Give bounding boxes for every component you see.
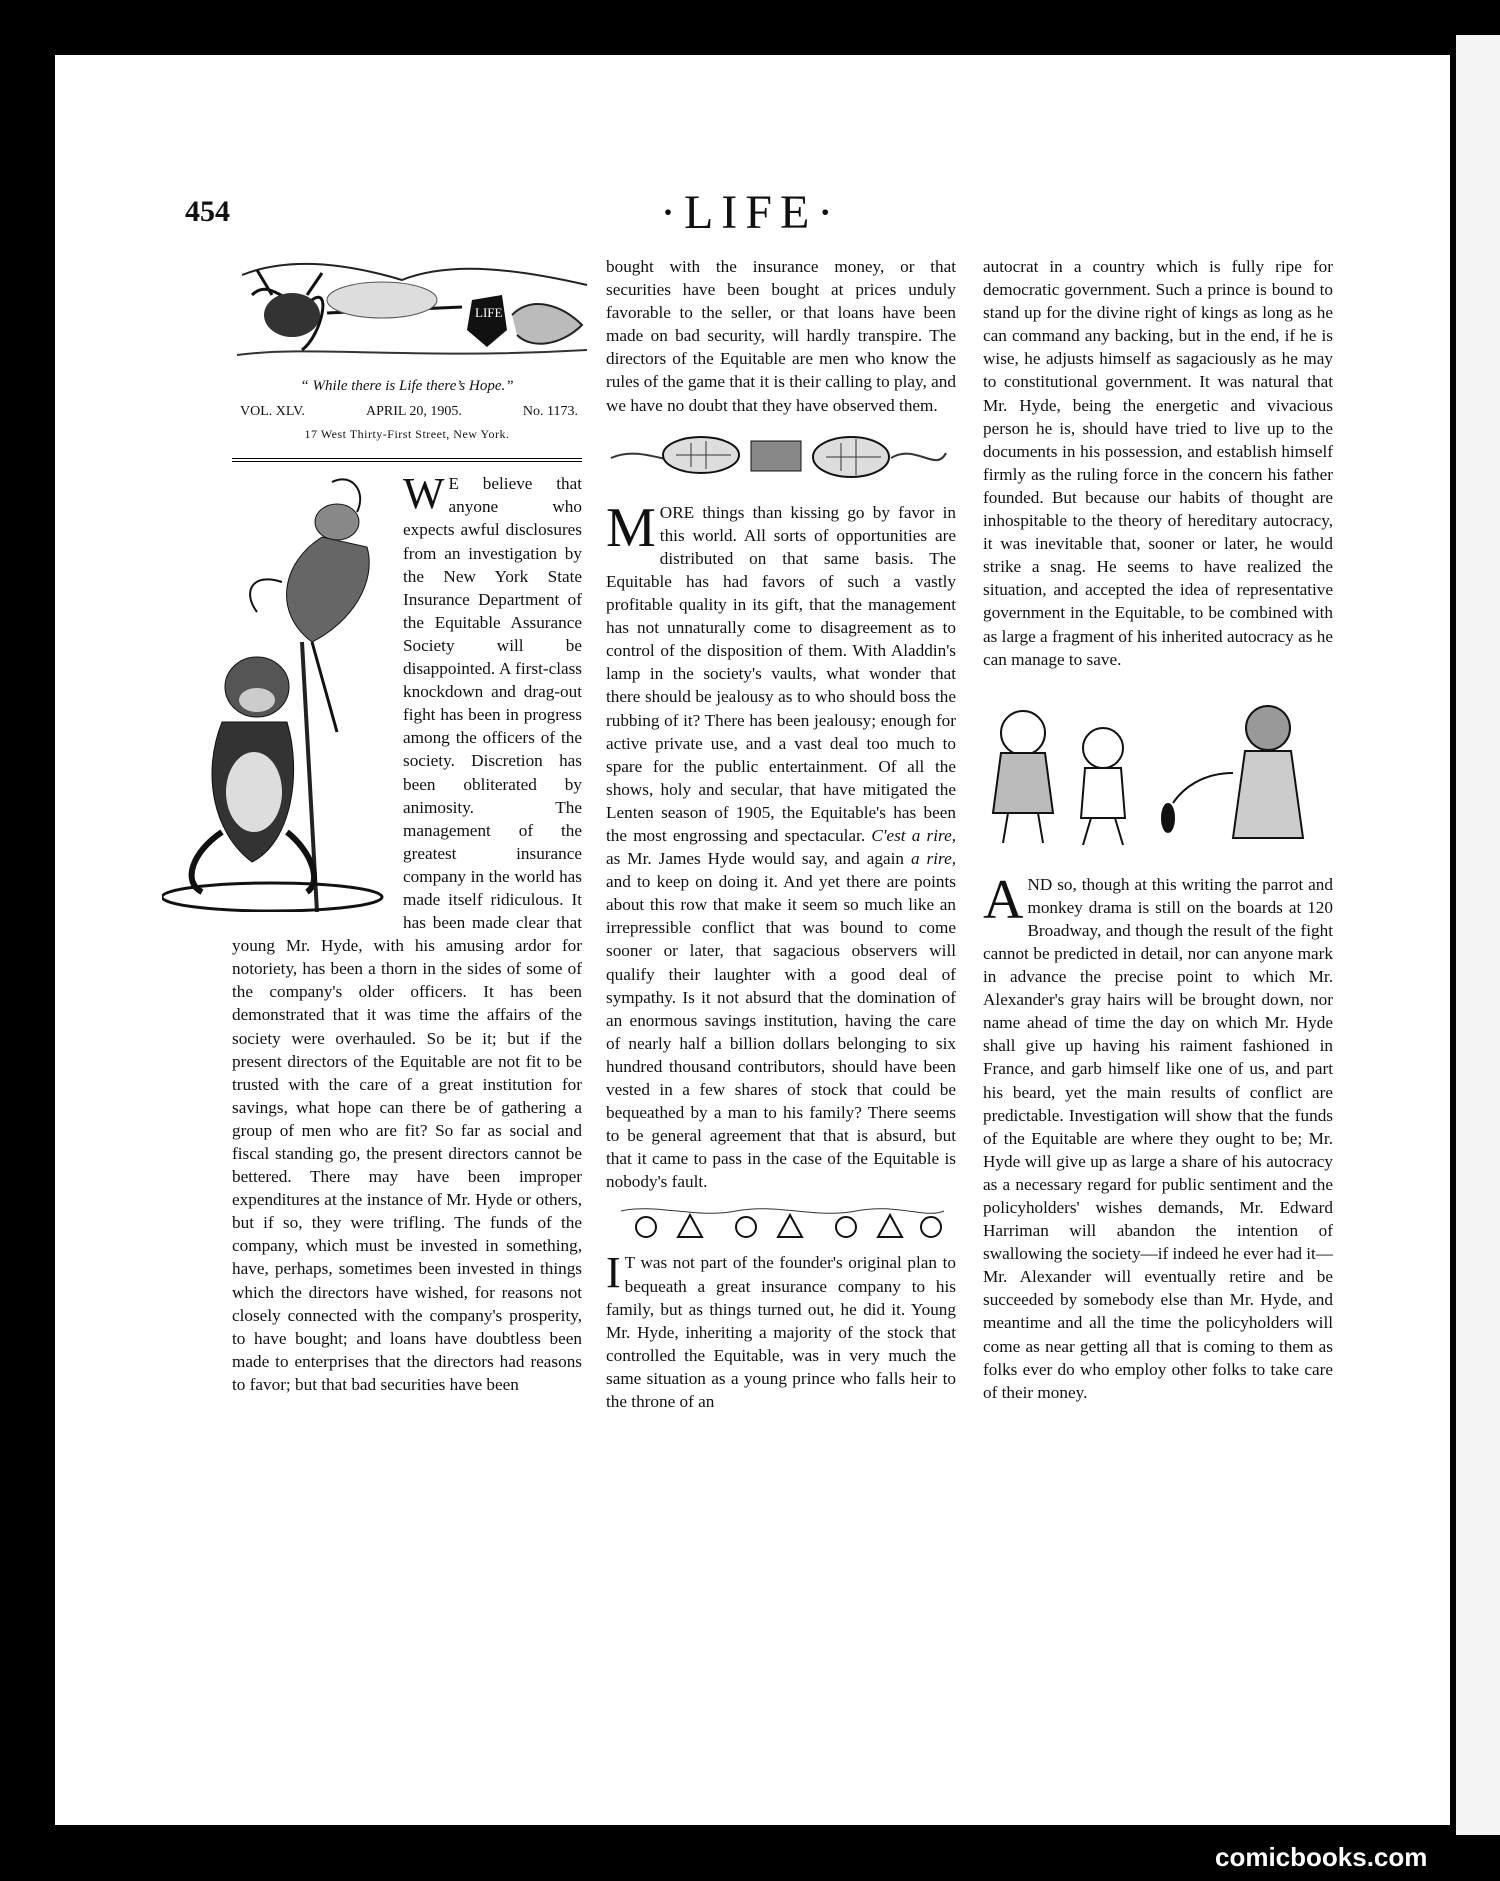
col3-p2-body: ND so, though at this writing the parrot and monkey drama is still on the boards at 120 Broadway, and though the result of the fight cannot be predicted in detail, nor can anyone mark in advance the precise point to which Mr. Alexander's gray hairs will be brought down, nor name ahead of time the day on which Mr. Hyde shall give up having his raiment fashioned in France, and garb himself like one of us, and part his beard, yet the main results of conflict are predictable. Investigation will show that the funds of the Equitable are where they ought to be; Mr. Hyde will give up as large a share of his autocracy as a necessary regard for public sentiment and the policyholders' wishes demands, Mr. Edward Harriman will abandon the intention of swallowing the society—if indeed he ever had it—Mr. Alexander will eventually retire and be succeeded by somebody else than Mr. Hyde, and meantime and all the time the policyholders will come as near getting all that is coming to them as folks ever do who employ other folks to take care of their money.	[983, 874, 1333, 1402]
col2-p3-body: T was not part of the founder's original plan to bequeath a great insurance company to his family, but as things turned out, he did it. Young Mr. Hyde, inheriting a majority of the stock that controlled the Equitable, was in very much the same situation as a young prince who falls heir to the throne of an	[606, 1253, 956, 1412]
column-3	[983, 255, 1333, 1404]
parrot-and-monkey-illustration	[162, 472, 397, 912]
article-col3-top: autocrat in a country which is fully ripe for democratic government. Such a prince is bound to stand up for the divine right of kings as long as he can command any backing, but in the end, if he is wise, he adjusts himself as sagaciously as he may to constitutional government. It was natural that Mr. Hyde, being the energetic and vivacious person he is, should have tried to live up to the documents in his possession, and establish himself firmly as the ruling force in the concern his father founded. But because our habits of thought are inhospitable to the theory of hereditary autocracy, it was inevitable that, sooner or later, he would strike a snag. He seems to have realized the situation, and accepted the idea of representative government in the Equitable, to be combined with as large a fragment of his inherited autocracy as he can manage to save.	[983, 257, 1333, 669]
children-illustration	[983, 693, 1328, 853]
col2-italic-1: C'est a rire,	[871, 825, 956, 845]
header-rule	[232, 458, 582, 462]
column-1	[232, 255, 582, 1396]
dropcap-w: W	[403, 469, 445, 519]
dropcap-i: I	[606, 1248, 621, 1298]
ornamental-border	[616, 1203, 946, 1241]
article-col2-top: bought with the insurance money, or that securities have been bought at prices unduly favorable to the seller, or that loans have been made on bad security, will hardly transpire. The directors of the Equitable are men who know the rules of the game that it is their calling to play, and we have no doubt that they have observed them.	[606, 257, 956, 415]
col2-italic-2: a rire,	[910, 849, 956, 869]
volume-number: VOL. XLV.	[240, 404, 305, 420]
publisher-address: 17 West Thirty-First Street, New York.	[304, 427, 510, 442]
money-icon	[751, 441, 801, 471]
masthead-illustration	[232, 255, 594, 367]
article-col2-paragraph-3	[606, 1248, 956, 1413]
dropcap-m: M	[606, 496, 656, 559]
column-2	[606, 255, 956, 1413]
col2-p2-part-a: ORE things than kissing go by favor in this world. All sorts of opportunities are distributed on that same basis. The Equitable has had favors of such a vastly profitable quality in its gift, that the management has not unnaturally come to disagreement as to control of the disposition of them. With Aladdin's lamp in the society's vaults, what wonder that there should be jealousy as to who should boss the rubbing of it? There has been jealousy; enough for active private use, and a vast deal too much to spare for the public entertainment. Of all the shows, holy and secular, that have mitigated the Lenten season of 1905, the Equitable's has been the most engrossing and spectacular.	[606, 502, 956, 845]
col1-body: E believe that anyone who expects awful disclosures from an investigation by the New York State Insurance Department of the Equitable Assurance Society will be disappointed. A first-class knockdown and drag-out fight has been in progress among the officers of the society. Discretion has been obliterated by animosity. The management of the greatest insurance company in the world has made itself ridiculous. It has been made clear that young Mr. Hyde, with his amusing ardor for notoriety, has been a thorn in the sides of some of the company's older officers. It has been demonstrated that it was time the affairs of the society were overhauled. So be it; but if the present directors of the Equitable are not fit to be trusted with the care of a great institution for savings, what hope can there be of gathering a group of men who are fit? So far as social and fiscal standing go, the present directors cannot be bettered. There may have been improper expenditures at the instance of Mr. Hyde or others, but if so, they were trifling. The funds of the company, which must be invested in something, have, perhaps, sometimes been invested in things which the directors have wished, for reasons not closely connected with the company's prosperity, to have bought; and loans have doubtless been made to enterprises that the directors had reasons to favor; but that bad securities have been	[232, 474, 582, 1394]
issue-date: APRIL 20, 1905.	[365, 404, 462, 420]
col2-p2-part-b: as Mr. James Hyde would say, and again	[606, 849, 904, 869]
volume-line	[240, 400, 578, 423]
dropcap-a: A	[983, 868, 1024, 931]
next-page-edge	[1452, 35, 1500, 1835]
shield-label: LIFE	[475, 305, 503, 320]
fish-ornament	[606, 423, 951, 491]
masthead-title: ·LIFE·	[660, 186, 842, 239]
issue-number: No. 1173.	[522, 404, 578, 420]
site-watermark: comicbooks.com	[1215, 1842, 1428, 1872]
col2-p2-part-c: and to keep on doing it. And yet there are points about this row that make it seem so much like an irrepressible conflict that was bound to come sooner or later, that sagacious observers will qualify their laughter with a good deal of sympathy. Is it not absurd that the domination of an enormous savings institution, having the care of nearly half a billion dollars belonging to six hundred thousand contributors, should have been vested in a few shares of stock that could be bequeathed by a man to his family? There seems to be general agreement that that is absurd, but that it came to pass in the case of the Equitable is nobody's fault.	[606, 872, 956, 1192]
article-col3-paragraph-2	[983, 868, 1333, 1404]
article-col2-paragraph-2	[606, 496, 956, 1194]
page-number: 454	[185, 195, 230, 228]
motto: “ While there is Life there’s Hope.”	[300, 378, 514, 394]
